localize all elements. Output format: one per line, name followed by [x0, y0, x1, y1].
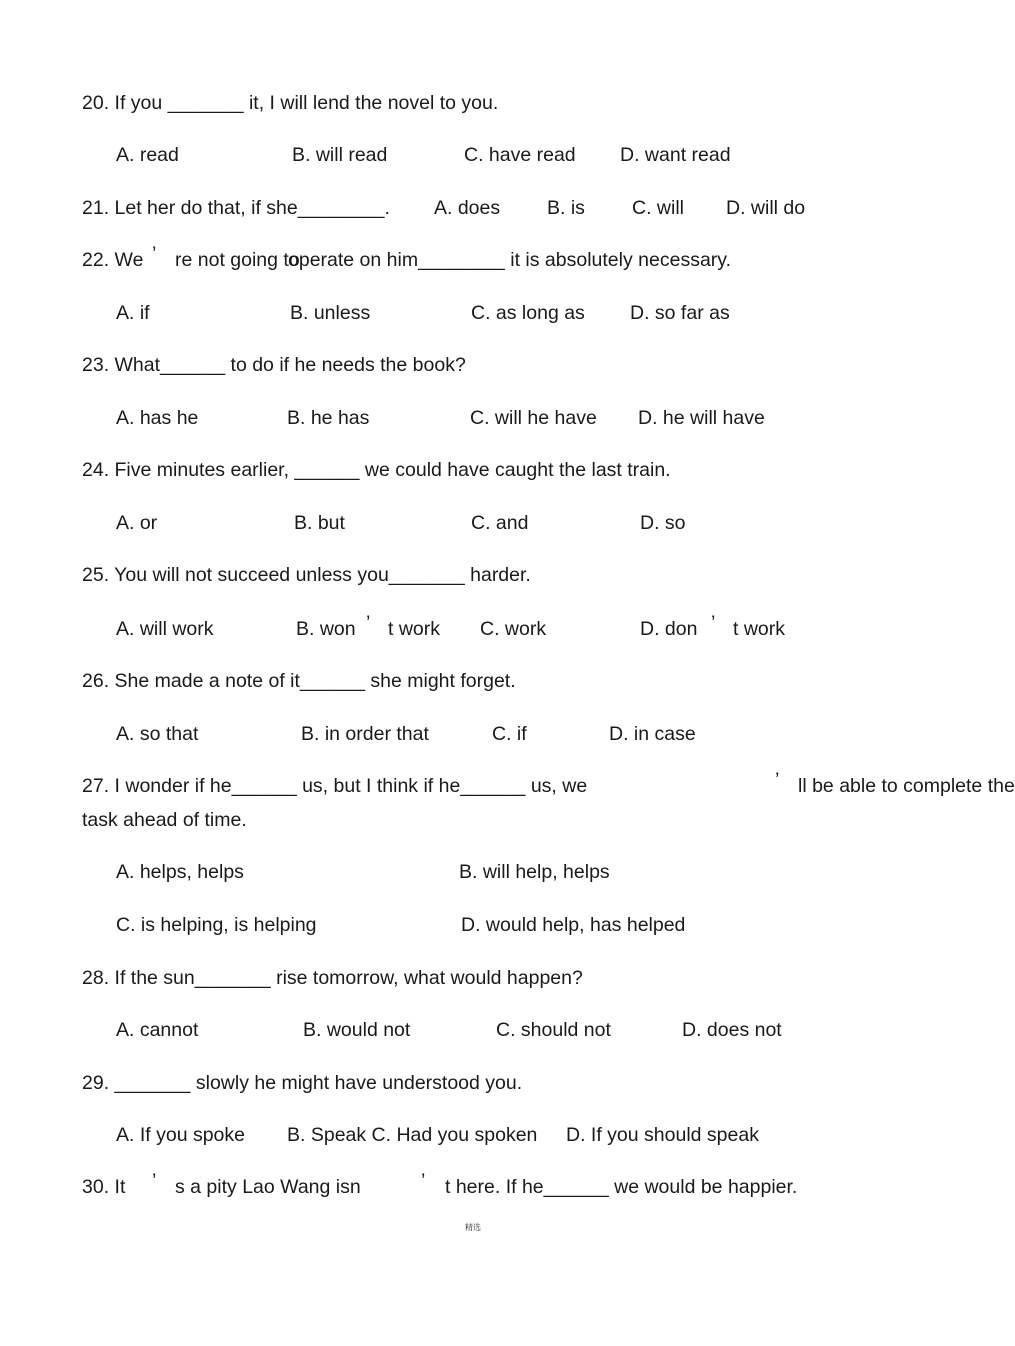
q22-option-d: D. so far as [630, 302, 730, 324]
q21-option-b: B. is [547, 197, 585, 219]
q25-option-d-end: t work [733, 618, 786, 640]
question-27-stem-mid: ll be able to complete the [798, 775, 1015, 797]
q21-option-d: D. will do [726, 197, 806, 219]
q22-option-b: B. unless [290, 302, 371, 324]
q20-option-d: D. want read [620, 144, 731, 166]
q23-option-c: C. will he have [470, 407, 597, 429]
question-21-stem: 21. Let her do that, if she________. [82, 197, 390, 219]
q29-option-d: D. If you should speak [566, 1124, 759, 1146]
q25-option-c: C. work [480, 618, 547, 640]
q20-option-c: C. have read [464, 144, 576, 166]
q28-option-b: B. would not [303, 1019, 411, 1041]
question-30-stem-end: t here. If he______ we would be happier. [445, 1176, 798, 1198]
q23-option-a: A. has he [116, 407, 199, 429]
q24-option-a: A. or [116, 512, 158, 534]
q29-option-a: A. If you spoke [116, 1124, 245, 1146]
q26-option-c: C. if [492, 723, 527, 745]
q25-option-b: B. won [296, 618, 356, 640]
q27-option-b: B. will help, helps [459, 861, 610, 883]
q27-option-d: D. would help, has helped [461, 914, 686, 936]
question-30-stem-start: 30. It [82, 1176, 126, 1198]
q24-option-d: D. so [640, 512, 686, 534]
q26-option-a: A. so that [116, 723, 199, 745]
question-23-stem: 23. What______ to do if he needs the book? [82, 354, 466, 376]
q21-option-c: C. will [632, 197, 684, 219]
question-20-stem: 20. If you _______ it, I will lend the novel to you. [82, 92, 499, 114]
q28-option-a: A. cannot [116, 1019, 199, 1041]
q27-option-c: C. is helping, is helping [116, 914, 317, 936]
question-27-stem-start: 27. I wonder if he______ us, but I think if he______ us, we [82, 775, 588, 797]
page-footer: 精选 [465, 1223, 481, 1232]
question-29-stem: 29. _______ slowly he might have understood you. [82, 1072, 523, 1094]
q25-option-d: D. don [640, 618, 698, 640]
question-27-stem-end: task ahead of time. [82, 809, 247, 831]
question-25-stem: 25. You will not succeed unless you_______ harder. [82, 564, 531, 586]
q23-option-d: D. he will have [638, 407, 765, 429]
q28-option-c: C. should not [496, 1019, 611, 1041]
q20-option-a: A. read [116, 144, 179, 166]
question-22-stem-start: 22. We [82, 249, 144, 271]
q26-option-b: B. in order that [301, 723, 429, 745]
q22-option-c: C. as long as [471, 302, 585, 324]
question-28-stem: 28. If the sun_______ rise tomorrow, what would happen? [82, 967, 583, 989]
q25-option-a: A. will work [116, 618, 214, 640]
q27-option-a: A. helps, helps [116, 861, 244, 883]
q20-option-b: B. will read [292, 144, 388, 166]
question-22-stem-end: operate on him________ it is absolutely necessary. [288, 249, 731, 271]
question-22-stem-mid: re not going to [175, 249, 300, 271]
q26-option-d: D. in case [609, 723, 696, 745]
q22-option-a: A. if [116, 302, 150, 324]
question-30-apostrophe-1: ’ [152, 1170, 157, 1192]
question-27-apostrophe: ’ [775, 769, 780, 791]
question-30-stem-mid: s a pity Lao Wang isn [175, 1176, 361, 1198]
q24-option-c: C. and [471, 512, 529, 534]
question-24-stem: 24. Five minutes earlier, ______ we could have caught the last train. [82, 459, 671, 481]
q24-option-b: B. but [294, 512, 345, 534]
q25-option-b-apostrophe: ’ [366, 612, 371, 634]
q28-option-d: D. does not [682, 1019, 782, 1041]
q21-option-a: A. does [434, 197, 501, 219]
question-22-apostrophe: ’ [152, 243, 157, 265]
question-26-stem: 26. She made a note of it______ she might forget. [82, 670, 516, 692]
question-30-apostrophe-2: ’ [421, 1170, 426, 1192]
q29-option-b-c: B. Speak C. Had you spoken [287, 1124, 538, 1146]
q23-option-b: B. he has [287, 407, 370, 429]
q25-option-d-apostrophe: ’ [711, 612, 716, 634]
q25-option-b-end: t work [388, 618, 441, 640]
